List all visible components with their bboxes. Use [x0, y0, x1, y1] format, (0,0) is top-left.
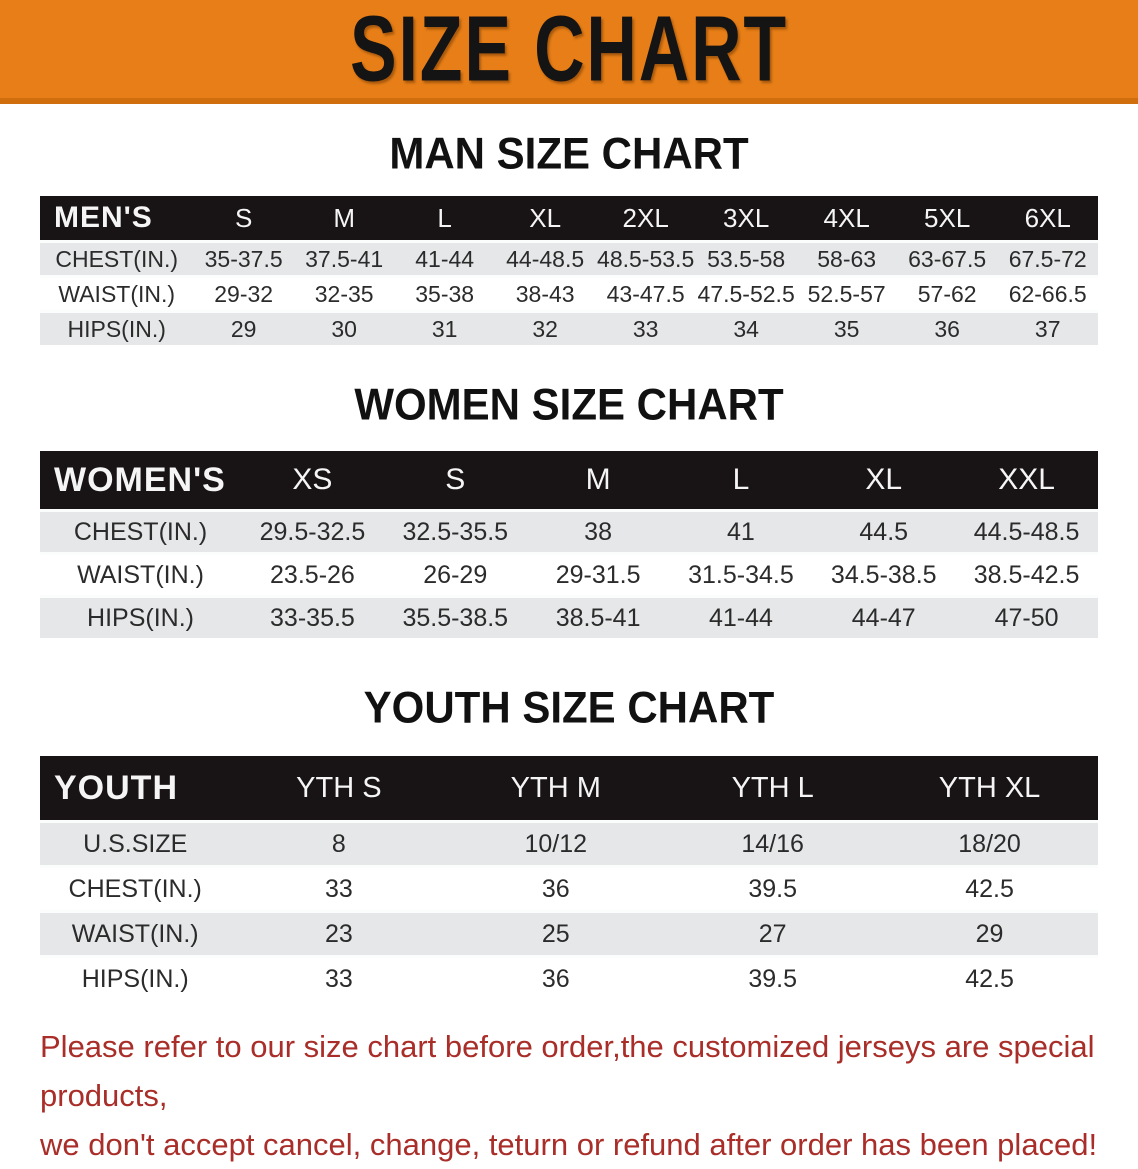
size-value-cell: 41: [670, 511, 813, 554]
table-header-row: [40, 451, 1098, 511]
size-value-cell: 58-63: [796, 242, 897, 277]
size-value-cell: 53.5-58: [696, 242, 797, 277]
size-value-cell: 18/20: [881, 822, 1098, 867]
size-value-cell: 48.5-53.5: [595, 242, 696, 277]
size-column-header: M: [294, 196, 395, 242]
size-value-cell: 29-32: [193, 277, 294, 312]
row-label: CHEST(IN.): [40, 242, 193, 277]
table-row: [40, 867, 1098, 912]
size-value-cell: 29-31.5: [527, 554, 670, 597]
size-column-header: 5XL: [897, 196, 998, 242]
size-value-cell: 35-37.5: [193, 242, 294, 277]
size-value-cell: 26-29: [384, 554, 527, 597]
youth-section-heading: YOUTH SIZE CHART: [363, 682, 775, 733]
size-value-cell: 29: [881, 912, 1098, 957]
size-value-cell: 44.5: [812, 511, 955, 554]
size-value-cell: 27: [664, 912, 881, 957]
size-value-cell: 33-35.5: [241, 597, 384, 639]
size-value-cell: 30: [294, 312, 395, 346]
row-label: CHEST(IN.): [40, 867, 230, 912]
size-value-cell: 32: [495, 312, 596, 346]
size-value-cell: 25: [447, 912, 664, 957]
size-value-cell: 34: [696, 312, 797, 346]
size-value-cell: 37: [997, 312, 1098, 346]
table-row: [40, 957, 1098, 1001]
table-row: [40, 511, 1098, 554]
size-value-cell: 57-62: [897, 277, 998, 312]
size-column-header: YTH M: [447, 756, 664, 822]
size-value-cell: 42.5: [881, 867, 1098, 912]
size-value-cell: 31.5-34.5: [670, 554, 813, 597]
size-value-cell: 36: [447, 867, 664, 912]
row-label: HIPS(IN.): [40, 312, 193, 346]
size-value-cell: 35: [796, 312, 897, 346]
size-value-cell: 29: [193, 312, 294, 346]
youth-size-section: [0, 684, 1138, 1000]
size-value-cell: 41-44: [670, 597, 813, 639]
size-value-cell: 39.5: [664, 957, 881, 1001]
table-row: [40, 597, 1098, 639]
size-value-cell: 39.5: [664, 867, 881, 912]
table-header-row: [40, 196, 1098, 242]
size-column-header: XL: [495, 196, 596, 242]
men-size-section: [0, 130, 1138, 345]
women-size-table: [40, 451, 1098, 638]
size-value-cell: 33: [230, 957, 447, 1001]
size-value-cell: 36: [897, 312, 998, 346]
size-value-cell: 38: [527, 511, 670, 554]
size-column-header: M: [527, 451, 670, 511]
size-value-cell: 38.5-41: [527, 597, 670, 639]
size-value-cell: 32-35: [294, 277, 395, 312]
size-value-cell: 35.5-38.5: [384, 597, 527, 639]
row-label: U.S.SIZE: [40, 822, 230, 867]
disclaimer-line-1: Please refer to our size chart before order,the customized jerseys are special products,: [40, 1029, 1095, 1113]
size-value-cell: 62-66.5: [997, 277, 1098, 312]
table-row: [40, 277, 1098, 312]
women-section-heading: WOMEN SIZE CHART: [354, 379, 784, 430]
size-value-cell: 63-67.5: [897, 242, 998, 277]
row-label: WAIST(IN.): [40, 277, 193, 312]
size-value-cell: 42.5: [881, 957, 1098, 1001]
size-value-cell: 32.5-35.5: [384, 511, 527, 554]
size-value-cell: 43-47.5: [595, 277, 696, 312]
size-column-header: 4XL: [796, 196, 897, 242]
table-row: [40, 312, 1098, 346]
table-row: [40, 242, 1098, 277]
size-column-header: YTH S: [230, 756, 447, 822]
size-value-cell: 67.5-72: [997, 242, 1098, 277]
size-value-cell: 44-48.5: [495, 242, 596, 277]
size-table: [40, 196, 1098, 345]
table-header-row: [40, 756, 1098, 822]
size-table: [40, 756, 1098, 1000]
size-value-cell: 8: [230, 822, 447, 867]
size-value-cell: 52.5-57: [796, 277, 897, 312]
size-value-cell: 33: [230, 867, 447, 912]
size-value-cell: 36: [447, 957, 664, 1001]
size-value-cell: 35-38: [394, 277, 495, 312]
size-value-cell: 14/16: [664, 822, 881, 867]
table-label-header: YOUTH: [40, 756, 230, 822]
size-column-header: YTH XL: [881, 756, 1098, 822]
size-table: [40, 451, 1098, 638]
women-size-section: [0, 381, 1138, 638]
size-value-cell: 33: [595, 312, 696, 346]
size-column-header: XL: [812, 451, 955, 511]
disclaimer-line-2: we don't accept cancel, change, teturn or refund after order has been placed!: [40, 1127, 1098, 1162]
size-value-cell: 10/12: [447, 822, 664, 867]
size-column-header: YTH L: [664, 756, 881, 822]
size-value-cell: 38.5-42.5: [955, 554, 1098, 597]
size-value-cell: 41-44: [394, 242, 495, 277]
row-label: WAIST(IN.): [40, 554, 241, 597]
size-column-header: S: [384, 451, 527, 511]
table-label-header: WOMEN'S: [40, 451, 241, 511]
size-column-header: 2XL: [595, 196, 696, 242]
size-value-cell: 38-43: [495, 277, 596, 312]
size-column-header: XS: [241, 451, 384, 511]
size-value-cell: 29.5-32.5: [241, 511, 384, 554]
size-chart-banner: [0, 0, 1138, 104]
size-value-cell: 47-50: [955, 597, 1098, 639]
table-row: [40, 822, 1098, 867]
size-value-cell: 23.5-26: [241, 554, 384, 597]
page-title: SIZE CHART: [350, 0, 788, 101]
youth-size-table: [40, 756, 1098, 1000]
table-label-header: MEN'S: [40, 196, 193, 242]
row-label: WAIST(IN.): [40, 912, 230, 957]
size-value-cell: 44-47: [812, 597, 955, 639]
size-value-cell: 44.5-48.5: [955, 511, 1098, 554]
size-value-cell: 23: [230, 912, 447, 957]
size-column-header: 6XL: [997, 196, 1098, 242]
row-label: HIPS(IN.): [40, 957, 230, 1001]
size-value-cell: 37.5-41: [294, 242, 395, 277]
size-value-cell: 34.5-38.5: [812, 554, 955, 597]
size-column-header: S: [193, 196, 294, 242]
table-row: [40, 912, 1098, 957]
row-label: HIPS(IN.): [40, 597, 241, 639]
disclaimer-text: [40, 1022, 1138, 1169]
size-column-header: L: [670, 451, 813, 511]
table-row: [40, 554, 1098, 597]
size-column-header: XXL: [955, 451, 1098, 511]
size-value-cell: 31: [394, 312, 495, 346]
size-value-cell: 47.5-52.5: [696, 277, 797, 312]
size-column-header: L: [394, 196, 495, 242]
men-size-table: [40, 196, 1098, 345]
men-section-heading: MAN SIZE CHART: [389, 128, 749, 179]
size-column-header: 3XL: [696, 196, 797, 242]
row-label: CHEST(IN.): [40, 511, 241, 554]
